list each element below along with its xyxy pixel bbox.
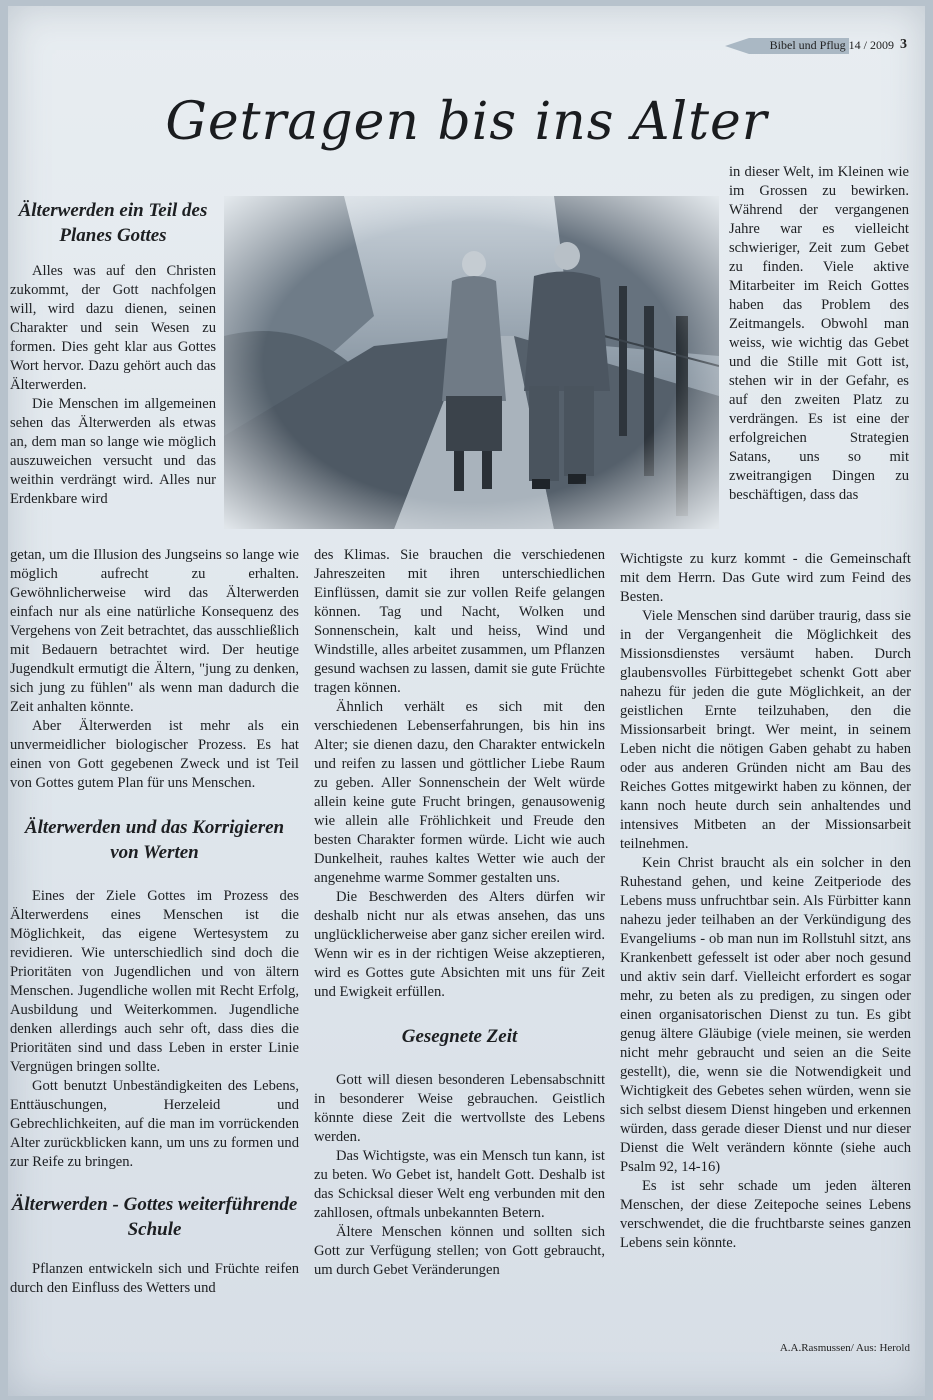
paragraph: Das Wichtigste, was ein Mensch tun kann, ist zu beten. Wo Gebet ist, handelt Gott. Deshalb ist das Schicksal dieser Welt eng verbunden mit den zahllosen, oftmals unbekannten Betern. xyxy=(314,1148,605,1221)
column-3-top xyxy=(729,163,909,505)
section-heading: Gesegnete Zeit xyxy=(401,1026,518,1047)
paragraph: Ältere Menschen können und sollten sich Gott zur Verfügung stellen; von Gott gebraucht, um durch Gebet Veränderungen xyxy=(314,1224,605,1278)
header-arrow-shape xyxy=(725,38,749,54)
paragraph: in dieser Welt, im Kleinen wie im Grossen zu bewirken. Während der vergangenen Jahre war es vielleicht schwieriger, Zeit zum Gebet zu finden. Viele aktive Mitarbeiter im Reich Gottes haben das Problem des Zeitmangels. Obwohl man weiss, wie wichtig das Gebet und die Stille mit Gott ist, stehen wir in der Gefahr, es auf den zweiten Platz zu verdrängen. Es ist eine der erfolgreichen Strategien Satans, uns so mit zweitrangigen Dingen zu beschäftigen, dass das xyxy=(729,164,909,503)
paragraph: Alles was auf den Christen zukommt, der Gott nachfolgen will, wird dazu dienen, seinen Charakter und sein Wesen zu formen. Dies geht klar aus Gottes Wort hervor. Dazu gehört auch das Älterwerden. xyxy=(10,263,216,393)
paragraph: Es ist sehr schade um jeden älteren Menschen, der diese Zeitepoche seines Lebens verschwendet, die die fruchtbarste seines ganzen Lebens sein könnte. xyxy=(620,1178,911,1251)
section-heading: Älterwerden und das Korrigieren von Werten xyxy=(24,817,285,863)
column-1-top xyxy=(10,198,216,509)
section-heading: Älterwerden ein Teil des Planes Gottes xyxy=(18,200,208,246)
page-number: 3 xyxy=(900,37,907,52)
page-header xyxy=(725,36,907,54)
author-credit: A.A.Rasmussen/ Aus: Herold xyxy=(779,1342,910,1354)
paragraph: Eines der Ziele Gottes im Prozess des Älterwerdens eines Menschen ist die Möglichkeit, das eigene Wertesystem zu revidieren. Wie unterschiedlich sind doch die Prioritäten von Jugendlichen und von ältern Menschen. Jugendliche wollen mit Recht Erfolg, Ausbildung und Weiterkommen. Jugendliche denken allerdings auch sehr oft, dass dies die Prioritäten sind und dass Leben in erster Linie Vergnügen bringen sollte. xyxy=(10,888,299,1075)
paragraph: des Klimas. Sie brauchen die verschiedenen Jahreszeiten mit ihren unterschiedlichen Einflüssen, damit sie zur vollen Reife gelangen können. Tag und Nacht, Wolken und Sonnenschein, kalt und heiss, Wind und Windstille, alles arbeitet zusammen, um Pflanzen gesund wachsen zu lassen, damit sie gute Früchte tragen können. xyxy=(314,547,605,696)
paragraph: Ähnlich verhält es sich mit den verschiedenen Lebenserfahrungen, bis hin ins Alter; sie dienen dazu, den Charakter entwickeln und reifen zu lassen und göttlicher Liebe Raum zu geben. Aller Sonnenschein der Welt würde allein keine gute Frucht bringen, genausowenig wie allein alle Fröhlichkeit und Freude den besten Charakter formen würde. Licht wie auch Dunkelheit, rauhes kaltes Wetter wie auch der angenehme warme Sommer gestalten uns. xyxy=(314,699,605,886)
paragraph: getan, um die Illusion des Jungseins so lange wie möglich aufrecht zu erhalten. Gewöhnlicherweise wird das Älterwerden einfach nur als eine natürliche Konsequenz des Vergehens von Zeit betrachtet, das ausschließlich mit Bedauern betrachtet wird. Der heutige Jugendkult ermutigt die Ältern, "jung zu denken, sich jung zu fühlen" als wenn man dadurch die Zeit anhalten könnte. xyxy=(10,547,299,715)
paragraph: Gott will diesen besonderen Lebensabschnitt in besonderer Weise gebrauchen. Geistlich könnte diese Zeit die wertvollste des Lebens werden. xyxy=(314,1072,605,1145)
column-3 xyxy=(620,550,911,1253)
column-2 xyxy=(314,546,605,1280)
paragraph: Kein Christ braucht als ein solcher in den Ruhestand gehen, und keine Zeitperiode des Lebens muss unfruchtbar sein. Als Fürbitter kann nahezu jeder teilhaben an der Verkündigung des Evangeliums - ob man nun im Rollstuhl sitzt, ans Krankenbett gefesselt ist oder aber noch gesund und aktiv sein darf. Vielleicht erfordert es sogar mehr, zu beten als zu predigen, zu singen oder einen organisatorischen Dienst zu tun. Es gibt genug ältere Gläubige (viele meinen, sie werden nicht mehr gebraucht und seien an die Seite gestellt), die, wenn sie die Notwendigkeit und Wichtigkeit des Gebetes sehen würden, wenn sie sich selbst diesem Dienst hingeben und erkennen würden, dass gerade dieser Dienst und nur dieser Dienst die Welt verändern könnte (siehe auch Psalm 92, 14-16) xyxy=(620,855,911,1175)
section-heading: Älterwerden - Gottes weiterführende Schule xyxy=(11,1194,298,1240)
paragraph: Gott benutzt Unbeständigkeiten des Lebens, Enttäuschungen, Herzeleid und Gebrechlichkeiten, auf die man im vorrückenden Alter zurückblicken kann, um uns zu formen und zur Reife zu bringen. xyxy=(10,1078,299,1170)
magazine-name: Bibel und Pflug 14 / 2009 xyxy=(769,37,894,52)
paragraph: Wichtigste zu kurz kommt - die Gemeinschaft mit dem Herrn. Das Gute wird zum Feind des Besten. xyxy=(620,551,911,605)
article-title: Getragen bis ins Alter xyxy=(165,92,768,152)
paragraph: Viele Menschen sind darüber traurig, dass sie in der Vergangenheit die Möglichkeit des Missionsdienstes versäumt haben. Durch glaubensvolles Fürbittegebet schenkt Gott aber nahezu für jeden die gute Möglichkeit, an der geistlichen Ernte teilzuhaben, den die Missionsarbeit bringt. Wer meint, in seinem Leben nicht die nötigen Gaben gehabt zu haben oder aus anderen Gründen nicht am Bau des Reiches Gottes mitgewirkt haben zu können, der kann noch heute durch sein anhaltendes und intensives Mitbeten an der Missionsarbeit teilnehmen. xyxy=(620,608,911,852)
paragraph: Aber Älterwerden ist mehr als ein unvermeidlicher biologischer Prozess. Es hat einen von Gott gegebenen Zweck und ist Teil von Gottes gutem Plan für uns Menschen. xyxy=(10,718,299,791)
paragraph: Die Menschen im allgemeinen sehen das Älterwerden als etwas an, dem man so lange wie möglich auszuweichen versucht und das weithin verdrängt wird. Alles nur Erdenkbare wird xyxy=(10,396,216,507)
column-1 xyxy=(10,546,299,1298)
paragraph: Pflanzen entwickeln sich und Früchte reifen durch den Einfluss des Wetters und xyxy=(10,1261,299,1296)
couple-walking-photo xyxy=(224,196,719,529)
photo-illustration xyxy=(224,196,719,529)
paragraph: Die Beschwerden des Alters dürfen wir deshalb nicht nur als etwas ansehen, das uns unglücklicherweise aber ganz sicher ereilen wird. Wenn wir es in der richtigen Weise akzeptieren, wird es Gottes gute Absichten mit uns für Zeit und Ewigkeit erfüllen. xyxy=(314,889,605,1000)
